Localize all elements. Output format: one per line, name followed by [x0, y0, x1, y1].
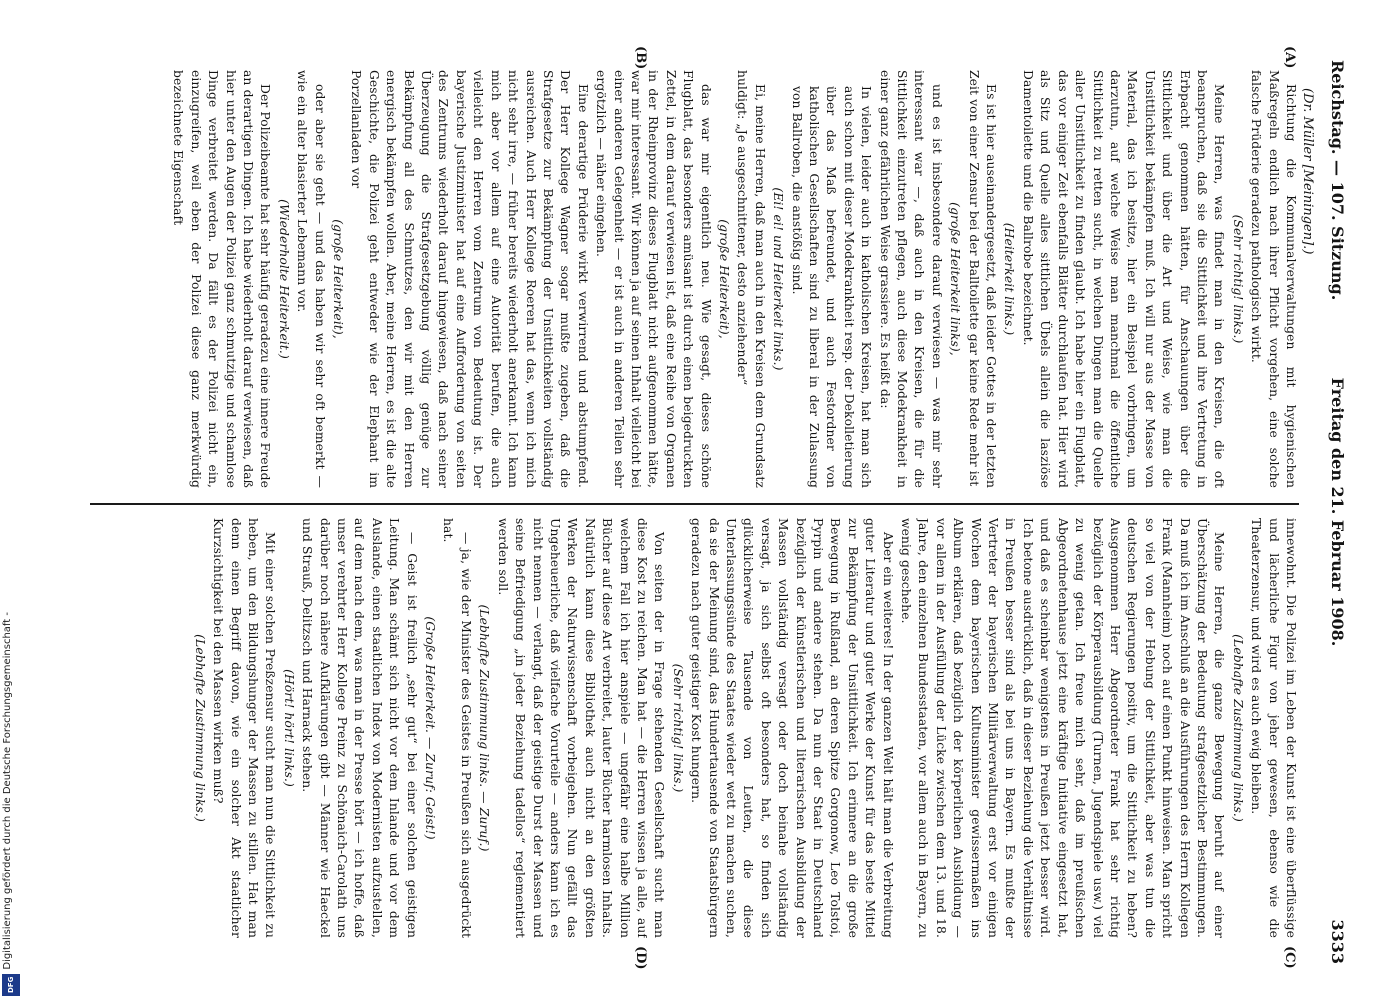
paragraph: innewohnt. Die Polizei im Leben der Kunst ist eine überflüssige und lächerliche Figur von jeher gewesen, ebenso wie die Theaterzensur, und wird es auch ewig bleiben.	[1249, 518, 1298, 938]
margin-marker-a: (A)	[1282, 46, 1297, 69]
dfg-logo: DFG	[2, 974, 20, 996]
reaction-note: (Sehr richtig! links.)	[1230, 214, 1245, 344]
margin-marker-d: (D)	[633, 946, 648, 970]
paragraph: Ei, meine Herren, daß man auch in den Kreisen dem Grundsatz huldigt: „Je ausgeschnittener, desto anziehender“	[735, 70, 767, 488]
credit-text: Digitalisierung gefördert durch die Deutsche Forschungsgemeinschaft -	[2, 612, 13, 970]
paragraph: Es ist hier auseinandergesetzt, daß leider Gottes in der letzten Zeit von einer Zensur bei der Balltoilette gar keine Rede mehr ist	[966, 70, 999, 488]
reaction-note: (große Heiterkeit links),	[948, 202, 963, 356]
paragraph: Mit einer solchen Preßzensur sucht man nun die Sittlichkeit zu heben, um den Bildungshunger der Massen zu stillen. Hat man denn einen Begriff davon, wie ein solcher Akt staatlicher Kurzsichtigkeit bei den Massen wirken muß?	[211, 518, 278, 938]
reaction-note: (Lebhafte Zustimmung links.)	[192, 634, 207, 822]
paragraph: das war mir eigentlich neu. Wie gesagt, dieses schöne Flugblatt, das besonders amüsant ist durch einen beigedruckten Zettel, in dem darauf verwiesen ist, daß eine Reihe von Organen in der Rheinprovinz dieses Flugblatt nicht aufgenommen hätte, war mir interessant. Wir können ja auf seinen Inhalt vielleicht bei einer anderen Gelegenheit — er ist auch in anderen Teilen sehr ergötzlich — näher eingehen.	[594, 70, 713, 488]
reaction-note: (Lebhafte Zustimmung links. — Zuruf.)	[477, 604, 492, 852]
paragraph: — Geist ist freilich „sehr gut“ bei einer solchen geistigen Leitung. Man schämt sich nicht vor dem Inlande und vor dem Auslande, einen staatlichen Index von Modernisten aufzustellen, auf dem nach dem, was man in der Presse hört — ich hoffe, daß unser verehrter Herr Kollege Preinz zu Schönaich-Carolath uns darüber noch nähere Aufklärungen gibt — Männer wie Haeckel und Strauß, Delitzsch und Harnack stehen.	[300, 518, 419, 938]
reaction-note: (Hört! hört! links.)	[281, 669, 296, 787]
paragraph: Aber ein weiteres! In der ganzen Welt hält man die Verbreitung guter Literatur und guter Werke der Kunst für das beste Mittel zur Bekämpfung der Unsittlichkeit. Ich erinnere an die große Bewegung in Rußland, an deren Spitze Gorgonow, Leo Tolstoi, Pyrpin und andere stehen. Da nun der Staat in Deutschland bezüglich der künstlerischen und literarischen Ausbildung der Massen vollständig versagt oder doch beinahe vollständig versagt, ja sich selbst oft besonders hat, so finden sich glücklicherweise Tausende von Leuten, die diese Unterlassungssünde des Staates wieder wett zu machen suchen, da sie der Meinung sind, das Hundertausende von Staatsbürgern geradezu nach guter geistiger Kost hungern.	[689, 518, 895, 938]
paragraph: Eine derartige Prüderie wirkt verwirrend und abstumpfend. Der Herr Kollege Wagner sogar mußte zugeben, daß die Strafgesetze zur Bekämpfung der Unsittlichkeiten vollständig ausreichen. Auch Herr Kollege Roeren hat das, wenn ich mich nicht sehr irre, — früher bereits wiederholt anerkannt. Ich kann mich aber vor allem auf eine Autorität berufen, die auch vielleicht den Herren vom Zentrum von Bedeutung ist. Der bayerische Justizminister hat auf eine Aufforderung von seiten des Zentrums wiederholt darauf hingewiesen, daß nach seiner Überzeugung die Strafgesetzgebung völlig genüge zur Bekämpfung all des Schmutzes, den wir mit den Herren energisch bekämpfen wollen. Aber, meine Herren, es ist die alte Geschichte, die Polizei geht entweder wie der Elephant im Porzellanladen vor	[349, 70, 590, 488]
paragraph: Der Polizeibeamte hat sehr häufig geradezu eine innere Freude an derartigen Dingen. Ich habe wiederholt darauf verwiesen, daß hier unter den Augen der Polizei ganz schmutzige und schamlose Dinge verbreitet werden. Da fällt es der Polizei nicht ein, einzugreifen, weil eben der Polizei diese ganz merkwürdig bezeichnete Eigenschaft	[171, 70, 273, 488]
reaction-note: (Ei! ei! und Heiterkeit links.)	[771, 187, 786, 371]
paragraph: und es ist insbesondere darauf verwiesen — was mir sehr interessant war —, daß auch in den Kreisen, die für die Sittlichkeit einzutreten pflegen, auch diese Modekrankheit in einer ganz gefährlichen Weise grassiere. Es heißt da:	[877, 70, 944, 488]
right-column	[90, 518, 1299, 938]
reaction-note: (Wiederholte Heiterkeit.)	[276, 199, 291, 359]
running-head	[1321, 60, 1349, 964]
left-column	[90, 70, 1299, 488]
reaction-note: (Sehr richtig! links.)	[670, 663, 685, 793]
page-number: 3333	[1328, 919, 1347, 964]
paragraph: oder aber sie geht — und das haben wir sehr oft bemerkt — wie ein alter blasierter Lebemann vor.	[295, 70, 327, 488]
reaction-note: (große Heiterkeit),	[717, 219, 731, 339]
margin-marker-c: (C)	[1282, 946, 1297, 969]
paragraph: Richtung die Kommunalverwaltungen mit hygienischen Maßregeln endlich nach ihrer Pflicht vorgehen, eine solche falsche Prüderie geradezu pathologisch wirkt.	[1249, 70, 1298, 488]
running-head-date: Freitag den 21. Februar 1908.	[1328, 377, 1347, 647]
margin-marker-b: (B)	[633, 46, 648, 70]
digitization-credit	[0, 0, 28, 1000]
reaction-note: (Große Heiterkeit. — Zuruf: Geist!)	[423, 616, 438, 840]
running-head-left: Reichstag. — 107. Sitzung.	[1328, 60, 1347, 301]
paragraph: Meine Herren, die ganze Bewegung beruht auf einer Überschätzung der Bedeutung strafgesetzlicher Bestimmungen. Da muß ich im Anschluß an die Ausführungen des Herrn Kollegen Frank (Mannheim) noch auf einen Punkt hinweisen. Man spricht so viel von der Hebung der Sittlichkeit, aber was tun die deutschen Regierungen positiv, um die Sittlichkeit zu heben? Ausgenommen Herr Abgeordneter Frank hat sehr richtig bezüglich der Körperausbildung (Turnen, Jugendspiele usw.) viel zu wenig getan. Ich freue mich sehr, daß im preußischen Abgeordnetenhause jetzt eine kräftige Initiative eingesetzt hat, und daß es scheinbar wenigstens in Preußen jetzt besser wird. Ich betone ausdrücklich, daß in dieser Beziehung die Verhältnisse in Preußen besser sind als bei uns in Bayern. Es mußte der Vertreter der bayerischen Militärverwaltung erst vor einigen Wochen dem bayerischen Kultusminister gewissermaßen ins Album erklären, daß bezüglich der körperlichen Ausbildung — vor allem in der Ausfüllung der Lücke zwischen dem 13. und 18. Jahre, den einzelnen Bundesstaaten, vor allem auch in Bayern, zu wenig geschehe.	[899, 518, 1227, 938]
reaction-note: (große Heiterkeit),	[331, 219, 346, 339]
speaker-label: (Dr. Müller [Meiningen].)	[1300, 88, 1315, 255]
paragraph: — ja, wie der Minister des Geistes in Preußen sich ausgedrückt hat.	[441, 518, 473, 938]
column-divider	[90, 503, 1299, 505]
paragraph: In vielen, leider auch in katholischen Kreisen, hat man sich auch schon mit dieser Modekrankheit resp. der Dekolletierung über das Maß befreundet, und auch Festordner von katholischen Gesellschaften sind zu liberal in der Zulassung von Ballroben, die anstößig sind.	[789, 86, 874, 488]
reaction-note: (Lebhafte Zustimmung links.)	[1230, 634, 1245, 822]
reaction-note: (Heiterkeit links.)	[1002, 222, 1017, 336]
paragraph: Von seiten der in Frage stehenden Gesellschaft sucht man diese Kost zu reichen. Man hat — die Herren wissen ja alle, auf welchem Fall ich hier anspiele — ungefähr eine halbe Million Bücher auf diese Art verbreitet, lauter Bücher harmlosen Inhalts. Natürlich kann diese Bibliothek auch nicht an den größten Werken der Naturwissenschaft vorbeigehen. Nun gefällt das Ungeheuerliche, daß vielfache Vorurteile — anders kann ich es nicht nennen — verlangt, daß der geistige Durst der Massen und seine Befriedigung „in jeder Beziehung tadellos“ reglementiert werden soll.	[495, 518, 667, 938]
paragraph: Meine Herren, was findet man in den Kreisen, die oft beanspruchen, daß sie die Sittlichkeit und ihre Vertretung in Erbpacht genommen hätten, für Anschauungen über die Sittlichkeit und über die Art und Weise, wie man die Unsittlichkeit bekämpfen muß. Ich will nur aus der Masse von Material, das ich besitze, hier ein Beispiel vorbringen, um darzutun, auf welche Weise man manchmal die öffentliche Sittlichkeit zu retten sucht, in welchen Dingen man die Quelle aller Unsittlichkeit zu finden glaubt. Ich habe hier ein Flugblatt, das vor einiger Zeit ebenfalls Blätter durchlaufen hat. Hier wird als Sitz und Quelle alles sittlichen Übels allein die lasziöse Damentoilette und die Ballrobe bezeichnet.	[1020, 70, 1227, 488]
